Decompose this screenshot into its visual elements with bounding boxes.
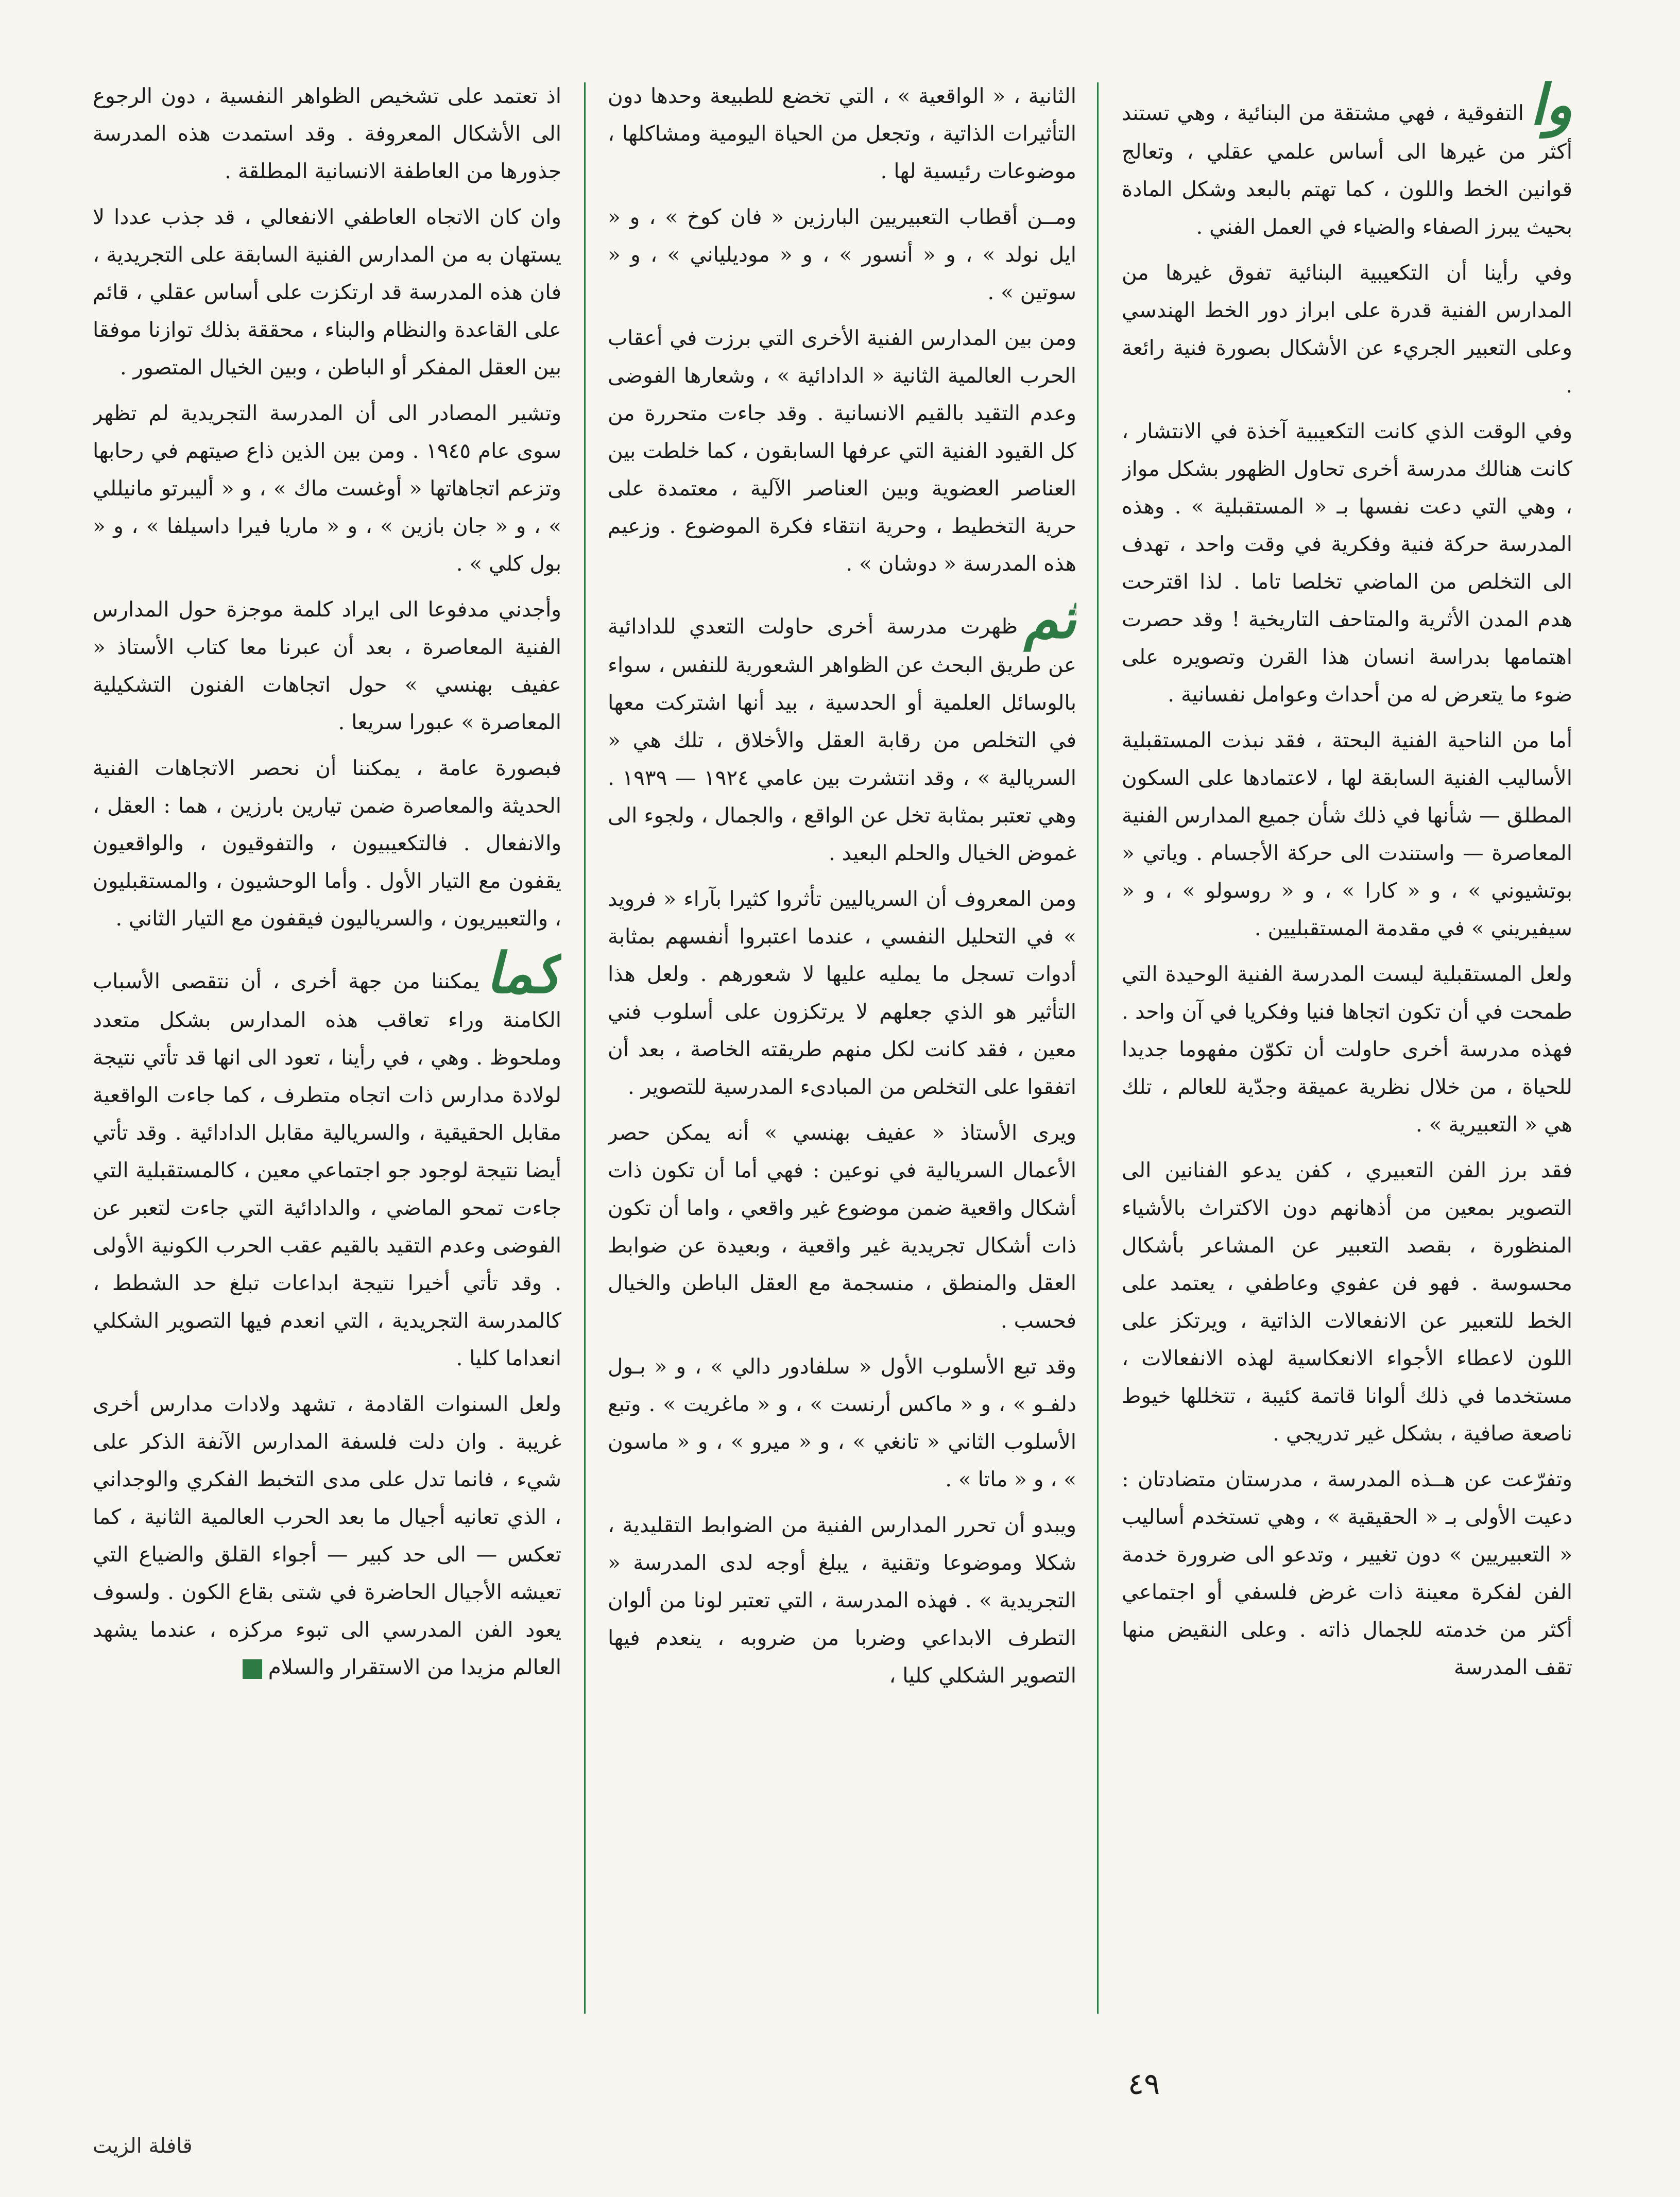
paragraph: وتشير المصادر الى أن المدرسة التجريدية لم تظهر سوى عام ١٩٤٥ . ومن بين الذين ذاع صيتهم في رحابها وتزعم اتجاهاتها « أوغست ماك » ، و « أليبرتو مانيللي » ، و « جان بازين » ، و « ماريا فيرا داسيلفا » ، و « بول كلي » . [93, 401, 561, 576]
drop-initial: ثم [1024, 586, 1076, 651]
paragraph: ويبدو أن تحرر المدارس الفنية من الضوابط التقليدية ، شكلا وموضوعا وتقنية ، يبلغ أوجه لدى المدرسة « التجريدية » . فهذه المدرسة ، التي تعتبر لونا من ألوان التطرف الابداعي وضربا من ضروبه ، ينعدم فيها التصوير الشكلي كليا ، [608, 1513, 1076, 1688]
column-left [93, 77, 561, 2050]
paragraph: ولعل المستقبلية ليست المدرسة الفنية الوحيدة التي طمحت في أن تكون اتجاها فنيا وفكريا في آن واحد . فهذه مدرسة أخرى حاولت أن تكوّن مفهوما جديدا للحياة ، من خلال نظرية عميقة وجدّية للعالم ، تلك هي « التعبيرية » . [1122, 962, 1572, 1137]
paragraph: اذ تعتمد على تشخيص الظواهر النفسية ، دون الرجوع الى الأشكال المعروفة . وقد استمدت هذه المدرسة جذورها من العاطفة الانسانية المطلقة . [93, 83, 561, 183]
paragraph: وقد تبع الأسلوب الأول « سلفادور دالي » ، و « بـول دلفـو » ، و « ماكس أرنست » ، و « ماغريت » . وتبع الأسلوب الثاني « تانغي » ، و « ميرو » ، و « ماسون » ، و « ماتا » . [608, 1354, 1076, 1491]
drop-initial: وا [1530, 77, 1572, 138]
column-divider [1097, 82, 1099, 2014]
paragraph: أما من الناحية الفنية البحتة ، فقد نبذت المستقبلية الأساليب الفنية السابقة لها ، لاعتمادها على السكون المطلق — شأنها في ذلك شأن جميع المدارس الفنية المعاصرة — واستندت الى حركة الأجسام . وياتي « بوتشيوني » ، و « كارا » ، و « روسولو » ، و « سيفيريني » في مقدمة المستقبليين . [1122, 728, 1572, 940]
paragraph: ثمظهرت مدرسة أخرى حاولت التعدي للدادائية عن طريق البحث عن الظواهر الشعورية للنفس ، سواء بالوسائل العلمية أو الحدسية ، بيد أنها اشتركت معها في التخلص من رقابة العقل والأخلاق ، تلك هي « السريالية » ، وقد انتشرت بين عامي ١٩٢٤ — ١٩٣٩ . وهي تعتبر بمثابة تخل عن الواقع ، والجمال ، ولجوء الى غموض الخيال والحلم البعيد . [608, 586, 1076, 865]
paragraph: وان كان الاتجاه العاطفي الانفعالي ، قد جذب عددا لا يستهان به من المدارس الفنية السابقة على التجريدية ، فان هذه المدرسة قد ارتكزت على أساس عقلي ، قائم على القاعدة والنظام والبناء ، محققة بذلك توازنا موفقا بين العقل المفكر أو الباطن ، وبين الخيال المتصور . [93, 204, 561, 380]
paragraph: ومن المعروف أن السرياليين تأثروا كثيرا بآراء « فرويد » في التحليل النفسي ، عندما اعتبروا أنفسهم بمثابة أدوات تسجل ما يمليه عليها لا شعورهم . ولعل هذا التأثير هو الذي جعلهم لا يرتكزون على أسلوب فني معين ، فقد كانت لكل منهم طريقته الخاصة ، بعد أن اتفقوا على التخلص من المبادىء المدرسية للتصوير . [608, 886, 1076, 1099]
paragraph: ومــن أقطاب التعبيريين البارزين « فان كوخ » ، و « ايل نولد » ، و « أنسور » ، و « موديلياني » ، و « سوتين » . [608, 204, 1076, 304]
paragraph: كمايمكننا من جهة أخرى ، أن نتقصى الأسباب الكامنة وراء تعاقب هذه المدارس بشكل متعدد وملحوظ . وهي ، في رأينا ، تعود الى انها قد تأتي نتيجة لولادة مدارس ذات اتجاه متطرف ، كما جاءت الواقعية مقابل الحقيقية ، والسريالية مقابل الدادائية . وقد تأتي أيضا نتيجة لوجود جو اجتماعي معين ، كالمستقبلية التي جاءت تمحو الماضي ، والدادائية التي جاءت لتعبر عن الفوضى وعدم التقيد بالقيم عقب الحرب الكونية الأولى . وقد تأتي أخيرا نتيجة ابداعات تبلغ حد الشطط ، كالمدرسة التجريدية ، التي انعدم فيها التصوير الشكلي انعداما كليا . [93, 941, 561, 1370]
page-number: ٤٩ [1128, 2066, 1160, 2101]
paragraph: ويرى الأستاذ « عفيف بهنسي » أنه يمكن حصر الأعمال السريالية في نوعين : فهي أما أن تكون ذات أشكال واقعية ضمن موضوع غير واقعي ، واما أن تكون ذات أشكال تجريدية غير واقعية ، وبعيدة عن ضوابط العقل والمنطق ، منسجمة مع العقل الباطن والخيال فحسب . [608, 1120, 1076, 1333]
paragraph: وأجدني مدفوعا الى ايراد كلمة موجزة حول المدارس الفنية المعاصرة ، بعد أن عبرنا معا كتاب الأستاذ « عفيف بهنسي » حول اتجاهات الفنون التشكيلية المعاصرة » عبورا سريعا . [93, 597, 561, 734]
column-right [1122, 77, 1572, 2050]
magazine-name: قافلة الزيت [93, 2134, 193, 2158]
paragraph: ومن بين المدارس الفنية الأخرى التي برزت في أعقاب الحرب العالمية الثانية « الدادائية » ، وشعارها الفوضى وعدم التقيد بالقيم الانسانية . وقد جاءت متحررة من كل القيود الفنية التي عرفها السابقون ، كما خلطت بين العناصر العضوية وبين العناصر الآلية ، معتمدة على حرية التخطيط ، وحرية انتقاء فكرة الموضوع . وزعيم هذه المدرسة « دوشان » . [608, 325, 1076, 576]
column-middle [608, 77, 1076, 2050]
paragraph: وفي الوقت الذي كانت التكعيبية آخذة في الانتشار ، كانت هنالك مدرسة أخرى تحاول الظهور بشكل مواز ، وهي التي دعت نفسها بـ « المستقبلية » . وهذه المدرسة حركة فنية وفكرية في وقت واحد ، تهدف الى التخلص من الماضي تخلصا تاما . لذا اقترحت هدم المدن الأثرية والمتاحف التاريخية ! وقد حصرت اهتمامها بدراسة انسان هذا القرن وتصويره على ضوء ما يتعرض له من أحداث وعوامل نفسانية . [1122, 419, 1572, 707]
drop-initial: كما [486, 941, 561, 1006]
paragraph: الثانية ، « الواقعية » ، التي تخضع للطبيعة وحدها دون التأثيرات الذاتية ، وتجعل من الحياة اليومية ومشاكلها ، موضوعات رئيسية لها . [608, 83, 1076, 183]
paragraph: وتفرّعت عن هــذه المدرسة ، مدرستان متضادتان : دعيت الأولى بـ « الحقيقية » ، وهي تستخدم أساليب « التعبيريين » دون تغيير ، وتدعو الى ضرورة خدمة الفن لفكرة معينة ذات غرض فلسفي أو اجتماعي أكثر من خدمته للجمال ذاته . وعلى النقيض منها تقف المدرسة [1122, 1467, 1572, 1679]
paragraph: وفي رأينا أن التكعيبية البنائية تفوق غيرها من المدارس الفنية قدرة على ابراز دور الخط الهندسي وعلى التعبير الجريء عن الأشكال بصورة فنية رائعة . [1122, 260, 1572, 398]
paragraph: فقد برز الفن التعبيري ، كفن يدعو الفنانين الى التصوير بمعين من أذهانهم دون الاكتراث بالأشياء المنظورة ، بقصد التعبير عن المشاعر بأشكال محسوسة . فهو فن عفوي وعاطفي ، يعتمد على الخط للتعبير عن الانفعالات الذاتية ، ويرتكز على اللون لاعطاء الأجواء الانعكاسية لهذه الانفعالات ، مستخدما في ذلك ألوانا قاتمة كئيبة ، تتخللها خيوط ناصعة صافية ، بشكل غير تدريجي . [1122, 1158, 1572, 1446]
paragraph: واالتفوقية ، فهي مشتقة من البنائية ، وهي تستند أكثر من غيرها الى أساس علمي عقلي ، وتعالج قوانين الخط واللون ، كما تهتم بالبعد وشكل المادة بحيث يبرز الصفاء والضياء في العمل الفني . [1122, 77, 1572, 239]
paragraph: ولعل السنوات القادمة ، تشهد ولادات مدارس أخرى غريبة . وان دلت فلسفة المدارس الآنفة الذكر على شيء ، فانما تدل على مدى التخبط الفكري والوجداني ، الذي تعانيه أجيال ما بعد الحرب العالمية الثانية ، كما تعكس — الى حد كبير — أجواء القلق والضياع التي تعيشه الأجيال الحاضرة في شتى بقاع الكون . ولسوف يعود الفن المدرسي الى تبوء مركزه ، عندما يشهد العالم مزيدا من الاستقرار والسلام [93, 1392, 561, 1679]
end-mark-icon [243, 1659, 262, 1679]
paragraph: فبصورة عامة ، يمكننا أن نحصر الاتجاهات الفنية الحديثة والمعاصرة ضمن تيارين بارزين ، هما : العقل ، والانفعال . فالتكعيبيون ، والتفوقيون ، والواقعيون يقفون مع التيار الأول . وأما الوحشيون ، والمستقبليون ، والتعبيريون ، والسرياليون فيقفون مع التيار الثاني . [93, 756, 561, 931]
column-divider [584, 82, 586, 2014]
